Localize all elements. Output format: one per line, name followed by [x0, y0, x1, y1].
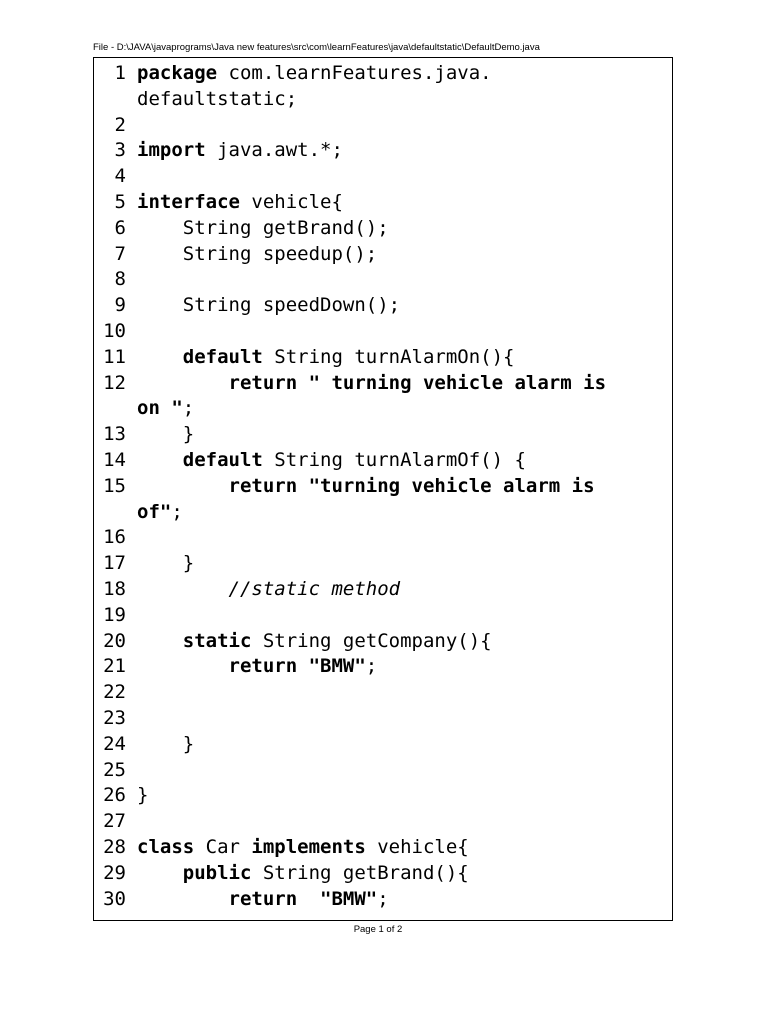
keyword-token: implements: [251, 835, 366, 858]
code-token: defaultstatic;: [137, 87, 298, 110]
line-text: [137, 654, 377, 680]
line-number: 25: [103, 758, 126, 781]
line-number: 18: [103, 577, 126, 600]
code-line: [94, 680, 672, 706]
line-text: [137, 242, 377, 268]
file-path-header: File - D:\JAVA\javaprograms\Java new features\src\com\learnFeatures\java\defaultstatic\DefaultDemo.java: [93, 42, 540, 53]
line-number: 21: [103, 655, 126, 678]
line-number: 30: [103, 887, 126, 910]
code-token: [137, 630, 183, 652]
keyword-token: return " turning vehicle alarm is: [228, 371, 607, 394]
code-token: [137, 888, 229, 910]
keyword-token: import: [137, 139, 206, 162]
code-line: [94, 345, 672, 371]
line-number: 4: [114, 165, 126, 188]
line-number: 24: [103, 732, 126, 755]
line-number: 3: [114, 139, 126, 162]
keyword-token: default: [182, 448, 263, 471]
code-line: [94, 525, 672, 551]
code-line: [94, 809, 672, 835]
keyword-token: return "BMW": [228, 887, 378, 910]
line-text: [137, 500, 183, 526]
code-line: [94, 551, 672, 577]
line-text: [137, 732, 194, 758]
keyword-token: class: [137, 835, 195, 858]
code-token: String turnAlarmOn(){: [262, 345, 515, 368]
code-line: [94, 422, 672, 448]
code-token: String turnAlarmOf() {: [262, 448, 526, 471]
line-number: 8: [114, 268, 126, 291]
code-line: [94, 758, 672, 784]
line-text: [137, 190, 343, 216]
code-line: [94, 577, 672, 603]
code-token: [137, 655, 229, 677]
line-number: 10: [103, 319, 126, 342]
line-text: [137, 345, 515, 371]
line-text: [137, 396, 194, 422]
line-text: [137, 474, 595, 500]
line-number: [94, 396, 137, 422]
line-text: [137, 448, 526, 474]
keyword-token: return "turning vehicle alarm is: [228, 474, 595, 497]
code-token: [137, 346, 183, 368]
line-number: 28: [103, 835, 126, 858]
keyword-token: public: [182, 861, 252, 884]
code-line: [94, 242, 672, 268]
line-number: 13: [103, 423, 126, 446]
line-number: 14: [103, 448, 126, 471]
code-line: [94, 706, 672, 732]
line-number: 19: [103, 603, 126, 626]
code-line: [94, 835, 672, 861]
code-line: [94, 319, 672, 345]
line-text: [137, 887, 389, 913]
line-text: [137, 293, 400, 319]
code-lines: [94, 61, 672, 912]
line-number: 27: [103, 810, 126, 833]
keyword-token: static: [182, 629, 252, 652]
code-token: }: [137, 784, 149, 807]
page-number: Page 1 of 2: [353, 924, 403, 935]
code-token: String getBrand(){: [251, 861, 469, 884]
code-token: [137, 475, 229, 497]
line-number: 17: [103, 552, 126, 575]
code-token: String speedDown();: [137, 294, 401, 317]
code-token: String getCompany(){: [251, 629, 492, 652]
code-line: [94, 861, 672, 887]
keyword-token: package: [137, 62, 218, 84]
code-token: vehicle{: [365, 835, 469, 858]
keyword-token: of": [137, 500, 172, 523]
code-line: [94, 448, 672, 474]
comment-token: //static method: [228, 577, 401, 600]
line-number: 20: [103, 629, 126, 652]
line-text: [137, 835, 469, 861]
code-token: }: [137, 423, 195, 446]
code-line: [94, 190, 672, 216]
line-number: 22: [103, 681, 126, 704]
line-number: 5: [114, 190, 126, 213]
line-number: [94, 87, 137, 113]
line-text: [137, 551, 194, 577]
line-text: [137, 138, 343, 164]
code-token: Car: [194, 835, 252, 858]
line-number: 1: [114, 62, 126, 84]
code-line: [94, 603, 672, 629]
code-token: vehicle{: [239, 190, 343, 213]
code-token: String getBrand();: [137, 216, 389, 239]
line-text: [137, 861, 469, 887]
code-token: ;: [182, 397, 195, 420]
line-number: 2: [114, 113, 126, 136]
line-text: [137, 87, 297, 113]
code-token: com.learnFeatures.java.: [217, 62, 492, 84]
code-token: [137, 862, 183, 884]
code-token: }: [137, 732, 195, 755]
line-text: [137, 629, 492, 655]
line-number: 11: [103, 345, 126, 368]
code-line: [94, 138, 672, 164]
line-text: [137, 783, 148, 809]
code-listing: [93, 57, 673, 921]
code-line: [94, 629, 672, 655]
line-number: 26: [103, 784, 126, 807]
code-line: [94, 654, 672, 680]
line-text: [137, 422, 194, 448]
code-line: [94, 783, 672, 809]
line-text: [137, 371, 606, 397]
code-token: java.awt.*;: [205, 139, 343, 162]
line-text: [137, 216, 389, 242]
code-line: [94, 474, 672, 500]
keyword-token: default: [182, 345, 263, 368]
code-line: [94, 396, 672, 422]
line-number: 9: [114, 294, 126, 317]
code-line: [94, 216, 672, 242]
code-line: [94, 87, 672, 113]
line-number: 12: [103, 371, 126, 394]
code-line: [94, 500, 672, 526]
line-number: 29: [103, 861, 126, 884]
code-token: ;: [377, 887, 389, 910]
code-line: [94, 293, 672, 319]
code-line: [94, 371, 672, 397]
keyword-token: return "BMW": [228, 655, 366, 678]
code-line: [94, 887, 672, 913]
code-token: String speedup();: [137, 242, 378, 265]
keyword-token: interface: [137, 190, 240, 213]
code-token: ;: [171, 500, 183, 523]
line-number: 16: [103, 526, 126, 549]
code-line: [94, 61, 672, 87]
code-line: [94, 267, 672, 293]
line-number: 23: [103, 706, 126, 729]
code-token: [137, 449, 183, 471]
keyword-token: on ": [137, 397, 183, 420]
line-number: 15: [103, 474, 126, 497]
code-line: [94, 164, 672, 190]
line-number: [94, 500, 137, 526]
code-line: [94, 732, 672, 758]
code-line: [94, 113, 672, 139]
line-text: [137, 577, 400, 603]
line-number: 7: [114, 242, 126, 265]
line-text: [137, 61, 492, 87]
code-token: }: [137, 552, 195, 575]
code-token: ;: [365, 655, 378, 678]
line-number: 6: [114, 216, 126, 239]
code-token: [137, 372, 229, 394]
code-token: [137, 578, 229, 600]
